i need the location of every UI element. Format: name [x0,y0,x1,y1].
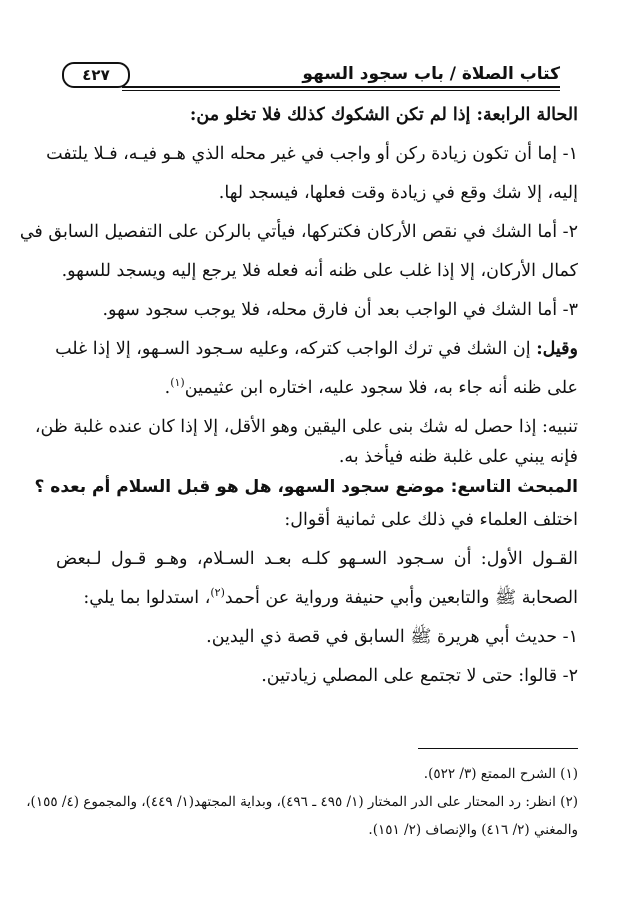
lead-word: وقيل: [536,339,578,359]
footnote-2-line-1: (٢) انظر: رد المحتار على الدر المختار (١/ ٤٩٥ ـ ٤٩٦)، وبداية المجتهد(١/ ٤٤٩)، والمجموع (٤/ ١٥٥)، [26,794,578,810]
page-header [62,62,560,92]
paragraph-intro: اختلف العلماء في ذلك على ثمانية أقوال: [284,510,578,530]
footnotes [26,760,578,844]
paragraph-case-four: الحالة الرابعة: إذا لم تكن الشكوك كذلك فلا تخلو من: [189,105,578,125]
paragraph-note: تنبيه: إذا حصل له شك بنى على اليقين وهو الأقل، إلا إذا كان عنده غلبة ظن، فإنه يبني على غلبة ظنه فيأخذ به. [34,417,578,467]
header-rule [122,86,560,88]
footnote-2-line-2: والمغني (٢/ ٤١٦) والإنصاف (٢/ ١٥١). [368,822,578,838]
footnote-ref-1[interactable]: (١) [170,376,185,390]
paragraph-item-2: ٢- أما الشك في نقص الأركان فكتركها، فيأتي بالركن على التفصيل السابق في كمال الأركان، إلا إذا غلب على ظنه أنه فعله فلا يرجع إليه ويسجد للسهو. [19,222,578,281]
footnote-separator [418,748,578,749]
evidence-item-1: ١- حديث أبي هريرة ﷺ السابق في قصة ذي اليدين. [206,627,578,647]
header-rule-thin [122,90,560,91]
paragraph-alternative-view: وقيل: إن الشك في ترك الواجب كتركه، وعليه سـجود السـهو، إلا إذا غلب على ظنه أنه جاء به، فلا سجود عليه، اختاره ابن عثيمين$^{(١)}$. [55,339,578,398]
footnote-1: (١) الشرح الممتع (٣/ ٥٢٢). [423,766,578,782]
running-title: كتاب الصلاة / باب سجود السهو [302,64,560,84]
footnote-ref-2[interactable]: (٢) [210,586,225,600]
section-heading: المبحث التاسع: موضع سجود السهو، هل هو قبل السلام أم بعده ؟ [34,477,578,497]
paragraph-item-3: ٣- أما الشك في الواجب بعد أن فارق محله، فلا يوجب سجود سهو. [102,300,578,320]
main-text [19,100,578,691]
page-number: ٤٢٧ [62,62,130,88]
paragraph-item-1: ١- إما أن تكون زيادة ركن أو واجب في غير محله الذي هـو فيـه، فـلا يلتفت إليه، إلا شك وقع في زيادة وقت فعلها، فيسجد لها. [46,144,578,203]
paragraph-first-opinion: القـول الأول: أن سـجود السـهو كلـه بعـد السـلام، وهـو قـول لـبعض الصحابة ﷺ والتابعين وأبي حنيفة ورواية عن أحمد$^{(٢)}$، استدلوا بما يلي: [56,549,578,608]
evidence-item-2: ٢- قالوا: حتى لا تجتمع على المصلي زيادتين. [261,666,578,686]
